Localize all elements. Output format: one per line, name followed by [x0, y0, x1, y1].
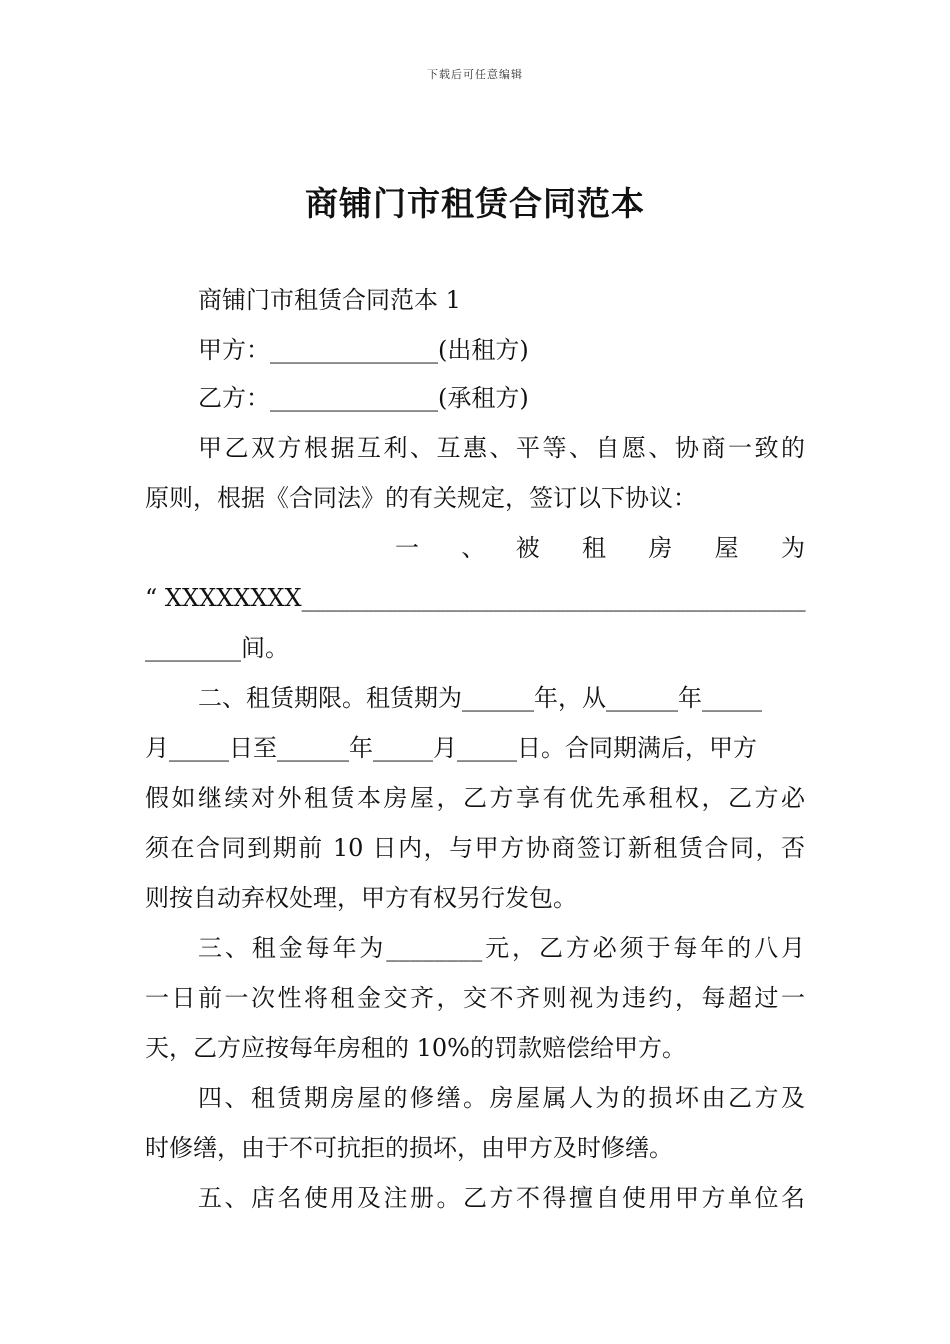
- clause-2-line-4: 须在合同到期前 10 日内，与甲方协商签订新租赁合同，否: [145, 834, 805, 862]
- clause-3-line-1: 三、租金每年为________元，乙方必须于每年的八月: [198, 934, 805, 962]
- clause-1-line-1: 一 、 被 租 房 屋 为: [395, 534, 805, 562]
- header-note: 下载后可任意编辑: [427, 68, 523, 81]
- preamble-line-2: 原则，根据《合同法》的有关规定，签订以下协议：: [145, 484, 697, 512]
- document-title: 商铺门市租赁合同范本: [305, 184, 645, 223]
- clause-4-line-1: 四、租赁期房屋的修缮。房屋属人为的损坏由乙方及: [198, 1084, 805, 1112]
- clause-2-line-2: 月_____日至______年_____月_____日。合同期满后，甲方: [145, 734, 757, 762]
- clause-1-line-2: “ XXXXXXXX__________________________________________: [145, 584, 806, 612]
- clause-2-line-1: 二、租赁期限。租赁期为______年，从______年_____: [198, 684, 762, 712]
- clause-2-line-5: 则按自动弃权处理，甲方有权另行发包。: [145, 884, 577, 912]
- contract-subtitle: 商铺门市租赁合同范本 1: [198, 286, 461, 314]
- clause-1-line-3: ________间。: [145, 634, 289, 662]
- clause-2-line-3: 假如继续对外租赁本房屋，乙方享有优先承租权，乙方必: [145, 784, 805, 812]
- party-b-line: 乙方：______________(承租方): [198, 384, 529, 412]
- clause-5-line-1: 五、店名使用及注册。乙方不得擅自使用甲方单位名: [198, 1184, 805, 1212]
- preamble-line-1: 甲乙双方根据互利、互惠、平等、自愿、协商一致的: [198, 434, 805, 462]
- party-a-line: 甲方：______________(出租方): [198, 336, 529, 364]
- clause-3-line-2: 一日前一次性将租金交齐，交不齐则视为违约，每超过一: [145, 984, 805, 1012]
- clause-4-line-2: 时修缮，由于不可抗拒的损坏，由甲方及时修缮。: [145, 1134, 673, 1162]
- clause-3-line-3: 天，乙方应按每年房租的 10%的罚款赔偿给甲方。: [145, 1034, 686, 1062]
